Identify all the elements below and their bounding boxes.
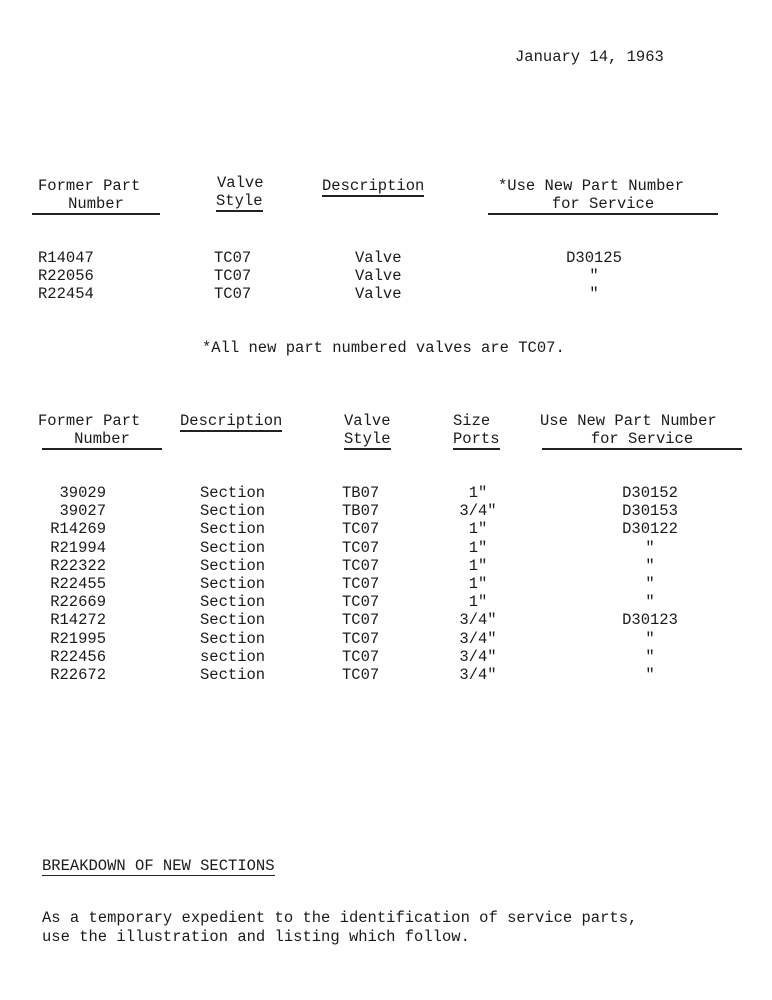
t1-header-new-line1: *Use New Part Number [498, 177, 685, 195]
cell-style: TC07 [214, 285, 252, 303]
t1-header-former-line2: Number [32, 195, 160, 215]
cell-new: D30152 [622, 484, 678, 502]
table-row [0, 484, 772, 502]
table-row [0, 285, 772, 303]
cell-description: Valve [355, 249, 402, 267]
cell-new: " [645, 629, 655, 648]
t2-header-style-line1: Valve [344, 412, 391, 430]
cell-style: TC07 [342, 611, 380, 630]
t1-header-style-line2: Style [216, 192, 263, 210]
cell-style: TC07 [342, 520, 380, 539]
table-row [0, 648, 772, 666]
table-row [0, 557, 772, 575]
cell-description: section [200, 647, 266, 666]
cell-former: R22322 [50, 556, 106, 575]
cell-former: 39027 [59, 502, 106, 521]
cell-description: Section [200, 593, 266, 612]
cell-former: R14269 [50, 520, 106, 539]
t1-header-description: Description [322, 177, 425, 195]
t2-header-size-line1: Size [453, 412, 491, 430]
table-row [0, 520, 772, 538]
t1-header-former-line1: Former Part [38, 177, 141, 195]
cell-description: Section [200, 484, 266, 502]
cell-new: " [645, 647, 655, 666]
cell-description: Section [200, 666, 266, 684]
cell-new: " [645, 556, 655, 575]
t2-header-new-line2: for Service [542, 430, 742, 450]
cell-size: 3/4" [459, 611, 497, 630]
cell-size: 1" [468, 484, 488, 502]
cell-style: TC07 [342, 647, 380, 666]
table-row [0, 611, 772, 629]
section-text-line1: As a temporary expedient to the identification of service parts, [42, 909, 638, 927]
cell-new: " [645, 538, 655, 557]
cell-former: R22672 [50, 666, 106, 684]
cell-size: 1" [468, 538, 488, 557]
t2-header-style-line2: Style [344, 430, 391, 448]
cell-style: TC07 [342, 538, 380, 557]
cell-description: Section [200, 538, 266, 557]
t2-header-former-line2: Number [42, 430, 162, 450]
cell-new: D30123 [622, 611, 678, 630]
cell-description: Section [200, 520, 266, 539]
cell-description: Section [200, 629, 266, 648]
cell-former: R22455 [50, 575, 106, 593]
section-heading: BREAKDOWN OF NEW SECTIONS [42, 857, 275, 875]
table-row [0, 502, 772, 520]
table-row [0, 539, 772, 557]
cell-style: TC07 [214, 249, 252, 267]
cell-style: TC07 [342, 556, 380, 575]
document-date: January 14, 1963 [515, 48, 664, 66]
cell-size: 1" [468, 593, 488, 612]
cell-description: Section [200, 575, 266, 593]
cell-style: TC07 [342, 629, 380, 648]
table-row [0, 267, 772, 285]
cell-description: Section [200, 611, 266, 630]
cell-new: D30153 [622, 502, 678, 521]
cell-former: R14047 [38, 249, 94, 267]
cell-former: R22454 [38, 285, 94, 303]
cell-former: R14272 [50, 611, 106, 630]
t2-header-description: Description [180, 412, 283, 430]
table-row [0, 666, 772, 684]
cell-description: Valve [355, 267, 402, 285]
cell-style: TC07 [342, 593, 380, 612]
cell-style: TB07 [342, 484, 380, 502]
cell-description: Section [200, 556, 266, 575]
cell-description: Valve [355, 285, 402, 303]
cell-new: " [589, 285, 599, 303]
t2-header-former-line1: Former Part [38, 412, 141, 430]
cell-size: 1" [468, 556, 488, 575]
t1-header-new-line2: for Service [488, 195, 718, 215]
cell-style: TC07 [342, 575, 380, 593]
cell-former: R22056 [38, 267, 94, 285]
cell-new: " [645, 575, 655, 593]
cell-new: " [645, 666, 655, 684]
cell-new: " [645, 593, 655, 612]
cell-former: R21994 [50, 538, 106, 557]
cell-new: D30125 [566, 249, 622, 267]
cell-description: Section [200, 502, 266, 521]
table-row [0, 630, 772, 648]
cell-former: R22669 [50, 593, 106, 612]
cell-size: 1" [468, 575, 488, 593]
cell-former: 39029 [59, 484, 106, 502]
t2-header-new-line1: Use New Part Number [540, 412, 717, 430]
cell-size: 1" [468, 520, 488, 539]
cell-new: D30122 [622, 520, 678, 539]
cell-size: 3/4" [459, 502, 497, 521]
table1-footnote: *All new part numbered valves are TC07. [202, 339, 565, 357]
cell-former: R22456 [50, 647, 106, 666]
cell-style: TC07 [342, 666, 380, 684]
table-row [0, 575, 772, 593]
t1-header-style-line1: Valve [217, 174, 264, 192]
cell-style: TC07 [214, 267, 252, 285]
table-row [0, 249, 772, 267]
t2-header-size-line2: Ports [453, 430, 500, 448]
cell-style: TB07 [342, 502, 380, 521]
cell-former: R21995 [50, 629, 106, 648]
cell-size: 3/4" [459, 647, 497, 666]
cell-size: 3/4" [459, 629, 497, 648]
table-row [0, 593, 772, 611]
cell-size: 3/4" [459, 666, 497, 684]
cell-new: " [589, 267, 599, 285]
section-text-line2: use the illustration and listing which follow. [42, 928, 470, 946]
